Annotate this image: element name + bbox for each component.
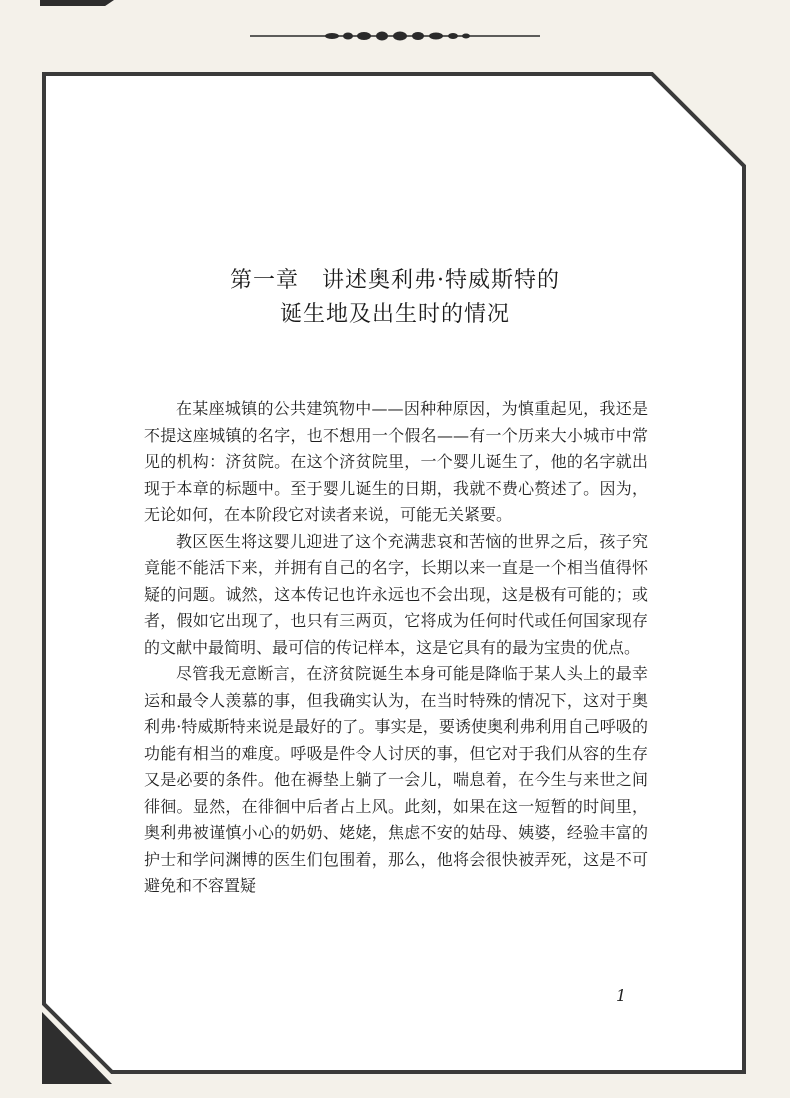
chapter-title-line-1: 第一章 讲述奥利弗·特威斯特的 — [230, 268, 560, 293]
paragraph: 在某座城镇的公共建筑物中——因种种原因，为慎重起见，我还是不提这座城镇的名字，也不想用一个假名——有一个历来大小城市中常见的机构：济贫院。在这个济贫院里，一个婴儿诞生了，他的名字就出现于本章的标题中。至于婴儿诞生的日期，我就不费心赘述了。因为，无论如何，在本阶段它对读者来说，可能无关紧要。 — [144, 399, 648, 524]
page-number: 1 — [616, 986, 627, 1005]
chapter-title — [48, 264, 742, 332]
body-text — [144, 396, 648, 900]
page-content — [48, 78, 742, 1070]
paragraph: 尽管我无意断言，在济贫院诞生本身可能是降临于某人头上的最幸运和最令人羡慕的事，但我确实认为，在当时特殊的情况下，这对于奥利弗·特威斯特来说是最好的了。事实是，要诱使奥利弗利用自己呼吸的功能有相当的难度。呼吸是件令人讨厌的事，但它对于我们从容的生存又是必要的条件。他在褥垫上躺了一会儿，喘息着，在今生与来世之间徘徊。显然，在徘徊中后者占上风。此刻，如果在这一短暂的时间里，奥利弗被谨慎小心的奶奶、姥姥，焦虑不安的姑母、姨婆，经验丰富的护士和学问渊博的医生们包围着，那么，他将会很快被弄死，这是不可避免和不容置疑 — [144, 664, 648, 895]
paragraph: 教区医生将这婴儿迎进了这个充满悲哀和苦恼的世界之后，孩子究竟能不能活下来，并拥有自己的名字，长期以来一直是一个相当值得怀疑的问题。诚然，这本传记也许永远也不会出现，这是极有可能的；或者，假如它出现了，也只有三两页，它将成为任何时代或任何国家现存的文献中最简明、最可信的传记样本，这是它具有的最为宝贵的优点。 — [144, 531, 648, 657]
chapter-title-line-2: 诞生地及出生时的情况 — [279, 302, 510, 327]
